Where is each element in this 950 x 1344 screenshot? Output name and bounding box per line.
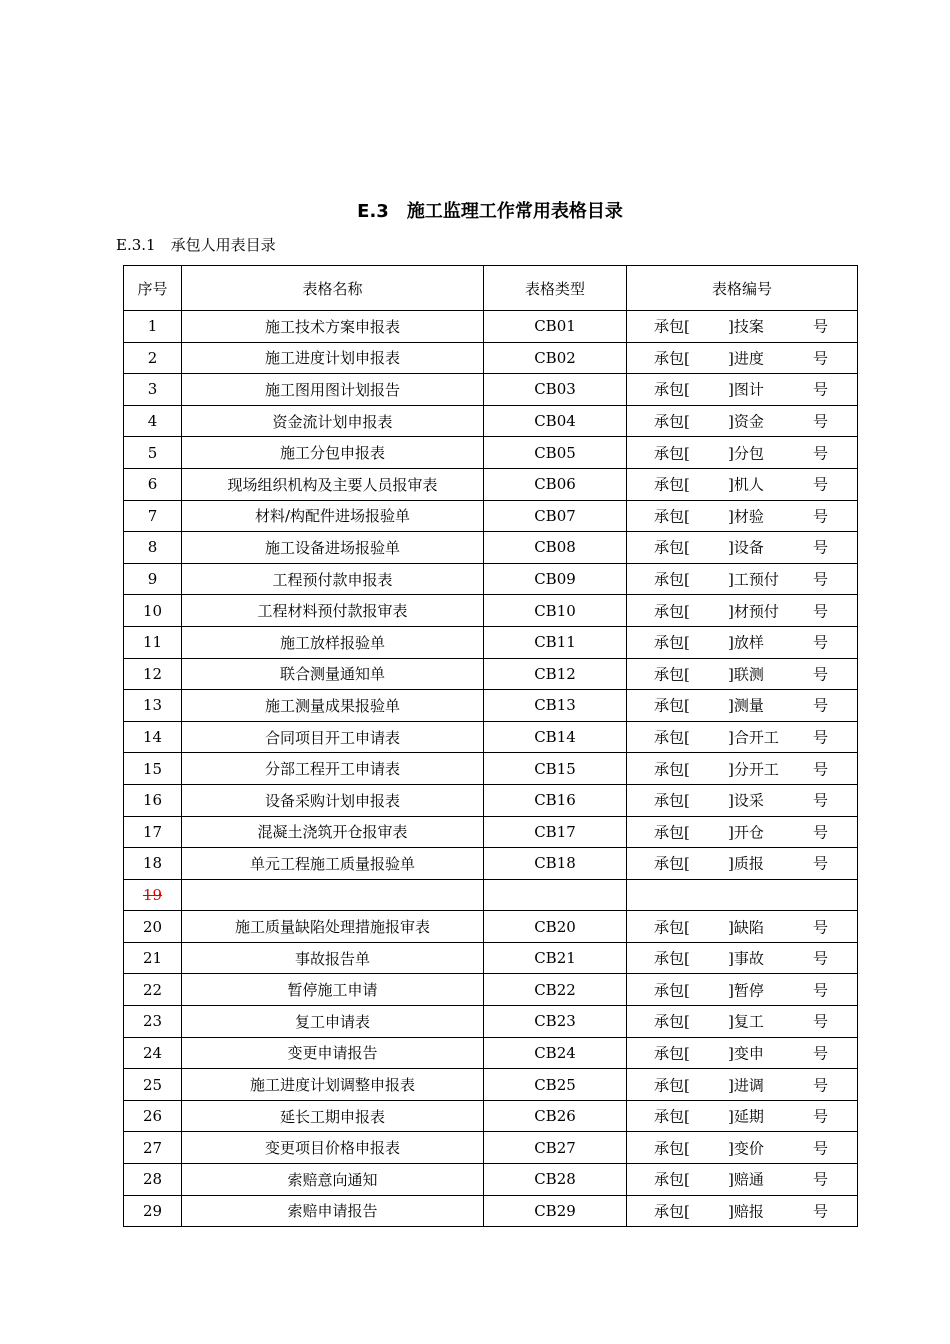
form-type: CB26	[484, 1100, 627, 1132]
code-prefix: 承包[	[654, 380, 690, 399]
table-row	[124, 721, 858, 753]
row-number: 7	[124, 500, 182, 532]
form-type: CB28	[484, 1164, 627, 1196]
code-suffix: ]测量	[728, 696, 764, 715]
form-name: 变更项目价格申报表	[182, 1132, 484, 1164]
code-suffix: ]联测	[728, 665, 764, 684]
header-type: 表格类型	[484, 266, 627, 311]
code-suffix: ]质报	[728, 854, 764, 873]
form-name: 施工放样报验单	[182, 626, 484, 658]
row-number: 8	[124, 532, 182, 564]
code-end: 号	[813, 538, 829, 557]
table-row	[124, 1195, 858, 1227]
row-number: 25	[124, 1069, 182, 1101]
form-type: CB04	[484, 405, 627, 437]
form-type: CB13	[484, 690, 627, 722]
form-code	[627, 437, 858, 469]
form-name: 施工分包申报表	[182, 437, 484, 469]
code-end: 号	[813, 1107, 829, 1126]
form-type: CB03	[484, 374, 627, 406]
form-code	[627, 405, 858, 437]
code-prefix: 承包[	[654, 949, 690, 968]
code-suffix: ]变申	[728, 1044, 764, 1063]
form-name: 工程预付款申报表	[182, 563, 484, 595]
code-suffix: ]开仓	[728, 823, 764, 842]
row-number: 28	[124, 1164, 182, 1196]
form-name: 施工测量成果报验单	[182, 690, 484, 722]
code-end: 号	[813, 1202, 829, 1221]
code-suffix: ]进度	[728, 349, 764, 368]
form-code	[627, 753, 858, 785]
form-name: 暂停施工申请	[182, 974, 484, 1006]
table-row	[124, 911, 858, 943]
code-end: 号	[813, 412, 829, 431]
form-type: CB10	[484, 595, 627, 627]
row-number: 16	[124, 784, 182, 816]
code-prefix: 承包[	[654, 317, 690, 336]
form-name: 事故报告单	[182, 942, 484, 974]
table-row	[124, 1132, 858, 1164]
form-code	[627, 1164, 858, 1196]
table-row	[124, 342, 858, 374]
table-row	[124, 437, 858, 469]
form-name: 混凝土浇筑开仓报审表	[182, 816, 484, 848]
code-prefix: 承包[	[654, 823, 690, 842]
table-row	[124, 1164, 858, 1196]
form-type: CB23	[484, 1006, 627, 1038]
code-suffix: ]赔通	[728, 1170, 764, 1189]
code-prefix: 承包[	[654, 570, 690, 589]
form-type: CB17	[484, 816, 627, 848]
code-end: 号	[813, 696, 829, 715]
form-type: CB29	[484, 1195, 627, 1227]
code-prefix: 承包[	[654, 412, 690, 431]
code-prefix: 承包[	[654, 1012, 690, 1031]
form-type: CB15	[484, 753, 627, 785]
form-type: CB08	[484, 532, 627, 564]
code-prefix: 承包[	[654, 475, 690, 494]
form-code	[627, 879, 858, 911]
form-code	[627, 1037, 858, 1069]
form-name: 施工进度计划调整申报表	[182, 1069, 484, 1101]
row-number: 5	[124, 437, 182, 469]
code-end: 号	[813, 349, 829, 368]
form-code	[627, 721, 858, 753]
code-suffix: ]设备	[728, 538, 764, 557]
form-code	[627, 942, 858, 974]
table-row	[124, 468, 858, 500]
table-row	[124, 405, 858, 437]
code-end: 号	[813, 949, 829, 968]
code-end: 号	[813, 1076, 829, 1095]
form-code	[627, 500, 858, 532]
code-suffix: ]机人	[728, 475, 764, 494]
form-type: CB12	[484, 658, 627, 690]
row-number: 19	[124, 879, 182, 911]
code-end: 号	[813, 760, 829, 779]
form-type: CB11	[484, 626, 627, 658]
table-row	[124, 942, 858, 974]
form-code	[627, 468, 858, 500]
section-subheading: E.3.1 承包人用表目录	[116, 236, 276, 254]
code-end: 号	[813, 918, 829, 937]
form-code	[627, 626, 858, 658]
form-code	[627, 911, 858, 943]
code-end: 号	[813, 444, 829, 463]
form-code	[627, 563, 858, 595]
code-suffix: ]暂停	[728, 981, 764, 1000]
form-code	[627, 1006, 858, 1038]
form-type	[484, 879, 627, 911]
row-number: 21	[124, 942, 182, 974]
row-number: 24	[124, 1037, 182, 1069]
form-type: CB25	[484, 1069, 627, 1101]
code-suffix: ]合开工	[728, 728, 779, 747]
code-prefix: 承包[	[654, 854, 690, 873]
code-suffix: ]进调	[728, 1076, 764, 1095]
row-number: 4	[124, 405, 182, 437]
code-prefix: 承包[	[654, 538, 690, 557]
form-type: CB22	[484, 974, 627, 1006]
code-end: 号	[813, 380, 829, 399]
code-suffix: ]材预付	[728, 602, 779, 621]
table-row	[124, 500, 858, 532]
code-prefix: 承包[	[654, 1170, 690, 1189]
code-suffix: ]技案	[728, 317, 764, 336]
form-type: CB05	[484, 437, 627, 469]
form-type: CB16	[484, 784, 627, 816]
code-prefix: 承包[	[654, 981, 690, 1000]
form-type: CB21	[484, 942, 627, 974]
form-name: 索赔申请报告	[182, 1195, 484, 1227]
form-name: 材料/构配件进场报验单	[182, 500, 484, 532]
row-number: 29	[124, 1195, 182, 1227]
code-end: 号	[813, 665, 829, 684]
form-code	[627, 311, 858, 343]
row-number: 23	[124, 1006, 182, 1038]
table-row	[124, 311, 858, 343]
header-name: 表格名称	[182, 266, 484, 311]
table-row	[124, 595, 858, 627]
form-code	[627, 1069, 858, 1101]
code-suffix: ]变价	[728, 1139, 764, 1158]
form-name: 施工图用图计划报告	[182, 374, 484, 406]
table-row	[124, 1100, 858, 1132]
code-prefix: 承包[	[654, 1202, 690, 1221]
form-name: 施工进度计划申报表	[182, 342, 484, 374]
form-name: 设备采购计划申报表	[182, 784, 484, 816]
code-suffix: ]延期	[728, 1107, 764, 1126]
form-name: 分部工程开工申请表	[182, 753, 484, 785]
row-number: 26	[124, 1100, 182, 1132]
row-number: 12	[124, 658, 182, 690]
code-prefix: 承包[	[654, 602, 690, 621]
form-name: 施工设备进场报验单	[182, 532, 484, 564]
form-type: CB06	[484, 468, 627, 500]
form-code	[627, 784, 858, 816]
code-prefix: 承包[	[654, 760, 690, 779]
code-prefix: 承包[	[654, 791, 690, 810]
header-no: 序号	[124, 266, 182, 311]
table-row	[124, 690, 858, 722]
code-end: 号	[813, 475, 829, 494]
form-code	[627, 816, 858, 848]
table-row	[124, 1037, 858, 1069]
code-end: 号	[813, 728, 829, 747]
form-code	[627, 532, 858, 564]
table-row	[124, 1069, 858, 1101]
code-end: 号	[813, 602, 829, 621]
row-number: 18	[124, 848, 182, 880]
form-code	[627, 690, 858, 722]
form-type: CB02	[484, 342, 627, 374]
code-prefix: 承包[	[654, 1076, 690, 1095]
code-prefix: 承包[	[654, 1107, 690, 1126]
code-end: 号	[813, 854, 829, 873]
form-name: 施工质量缺陷处理措施报审表	[182, 911, 484, 943]
row-number: 22	[124, 974, 182, 1006]
code-suffix: ]设采	[728, 791, 764, 810]
code-suffix: ]材验	[728, 507, 764, 526]
form-name: 延长工期申报表	[182, 1100, 484, 1132]
page-title: E.3 施工监理工作常用表格目录	[357, 201, 623, 222]
table-row	[124, 532, 858, 564]
table-row	[124, 1006, 858, 1038]
code-suffix: ]赔报	[728, 1202, 764, 1221]
table-header-row	[124, 266, 858, 311]
table-row	[124, 374, 858, 406]
code-prefix: 承包[	[654, 507, 690, 526]
code-suffix: ]分包	[728, 444, 764, 463]
table-row	[124, 784, 858, 816]
form-code	[627, 1100, 858, 1132]
form-type: CB24	[484, 1037, 627, 1069]
code-end: 号	[813, 981, 829, 1000]
row-number: 11	[124, 626, 182, 658]
form-name: 单元工程施工质量报验单	[182, 848, 484, 880]
form-name: 变更申请报告	[182, 1037, 484, 1069]
code-end: 号	[813, 507, 829, 526]
form-name: 复工申请表	[182, 1006, 484, 1038]
form-code	[627, 974, 858, 1006]
form-code	[627, 848, 858, 880]
form-type: CB18	[484, 848, 627, 880]
table-row	[124, 658, 858, 690]
form-code	[627, 595, 858, 627]
row-number: 3	[124, 374, 182, 406]
row-number: 13	[124, 690, 182, 722]
table-row	[124, 974, 858, 1006]
code-suffix: ]资金	[728, 412, 764, 431]
form-type: CB20	[484, 911, 627, 943]
table-row	[124, 848, 858, 880]
code-suffix: ]复工	[728, 1012, 764, 1031]
row-number: 15	[124, 753, 182, 785]
code-end: 号	[813, 1044, 829, 1063]
code-end: 号	[813, 570, 829, 589]
code-prefix: 承包[	[654, 1139, 690, 1158]
code-suffix: ]缺陷	[728, 918, 764, 937]
code-end: 号	[813, 1012, 829, 1031]
form-code	[627, 658, 858, 690]
code-prefix: 承包[	[654, 918, 690, 937]
row-number: 1	[124, 311, 182, 343]
table-body	[124, 311, 858, 1227]
form-code	[627, 1132, 858, 1164]
form-name: 合同项目开工申请表	[182, 721, 484, 753]
form-type: CB09	[484, 563, 627, 595]
form-code	[627, 374, 858, 406]
row-number: 10	[124, 595, 182, 627]
form-type: CB07	[484, 500, 627, 532]
table-row	[124, 563, 858, 595]
code-end: 号	[813, 1170, 829, 1189]
form-code	[627, 342, 858, 374]
form-name: 现场组织机构及主要人员报审表	[182, 468, 484, 500]
form-name: 施工技术方案申报表	[182, 311, 484, 343]
form-name: 联合测量通知单	[182, 658, 484, 690]
table-row	[124, 816, 858, 848]
form-name	[182, 879, 484, 911]
form-name: 工程材料预付款报审表	[182, 595, 484, 627]
code-prefix: 承包[	[654, 633, 690, 652]
code-suffix: ]分开工	[728, 760, 779, 779]
code-suffix: ]图计	[728, 380, 764, 399]
code-end: 号	[813, 1139, 829, 1158]
code-suffix: ]事故	[728, 949, 764, 968]
code-suffix: ]工预付	[728, 570, 779, 589]
code-prefix: 承包[	[654, 444, 690, 463]
form-name: 资金流计划申报表	[182, 405, 484, 437]
row-number: 20	[124, 911, 182, 943]
row-number: 27	[124, 1132, 182, 1164]
form-code	[627, 1195, 858, 1227]
header-code: 表格编号	[627, 266, 858, 311]
code-end: 号	[813, 791, 829, 810]
form-type: CB27	[484, 1132, 627, 1164]
row-number: 14	[124, 721, 182, 753]
code-prefix: 承包[	[654, 665, 690, 684]
row-number: 9	[124, 563, 182, 595]
code-prefix: 承包[	[654, 1044, 690, 1063]
code-suffix: ]放样	[728, 633, 764, 652]
row-number: 17	[124, 816, 182, 848]
row-number: 6	[124, 468, 182, 500]
table-row	[124, 879, 858, 911]
table-row	[124, 753, 858, 785]
form-name: 索赔意向通知	[182, 1164, 484, 1196]
form-type: CB01	[484, 311, 627, 343]
contractor-forms-table	[123, 265, 858, 1227]
code-prefix: 承包[	[654, 696, 690, 715]
code-end: 号	[813, 633, 829, 652]
row-number: 2	[124, 342, 182, 374]
code-end: 号	[813, 823, 829, 842]
code-prefix: 承包[	[654, 349, 690, 368]
table-row	[124, 626, 858, 658]
form-type: CB14	[484, 721, 627, 753]
code-prefix: 承包[	[654, 728, 690, 747]
code-end: 号	[813, 317, 829, 336]
